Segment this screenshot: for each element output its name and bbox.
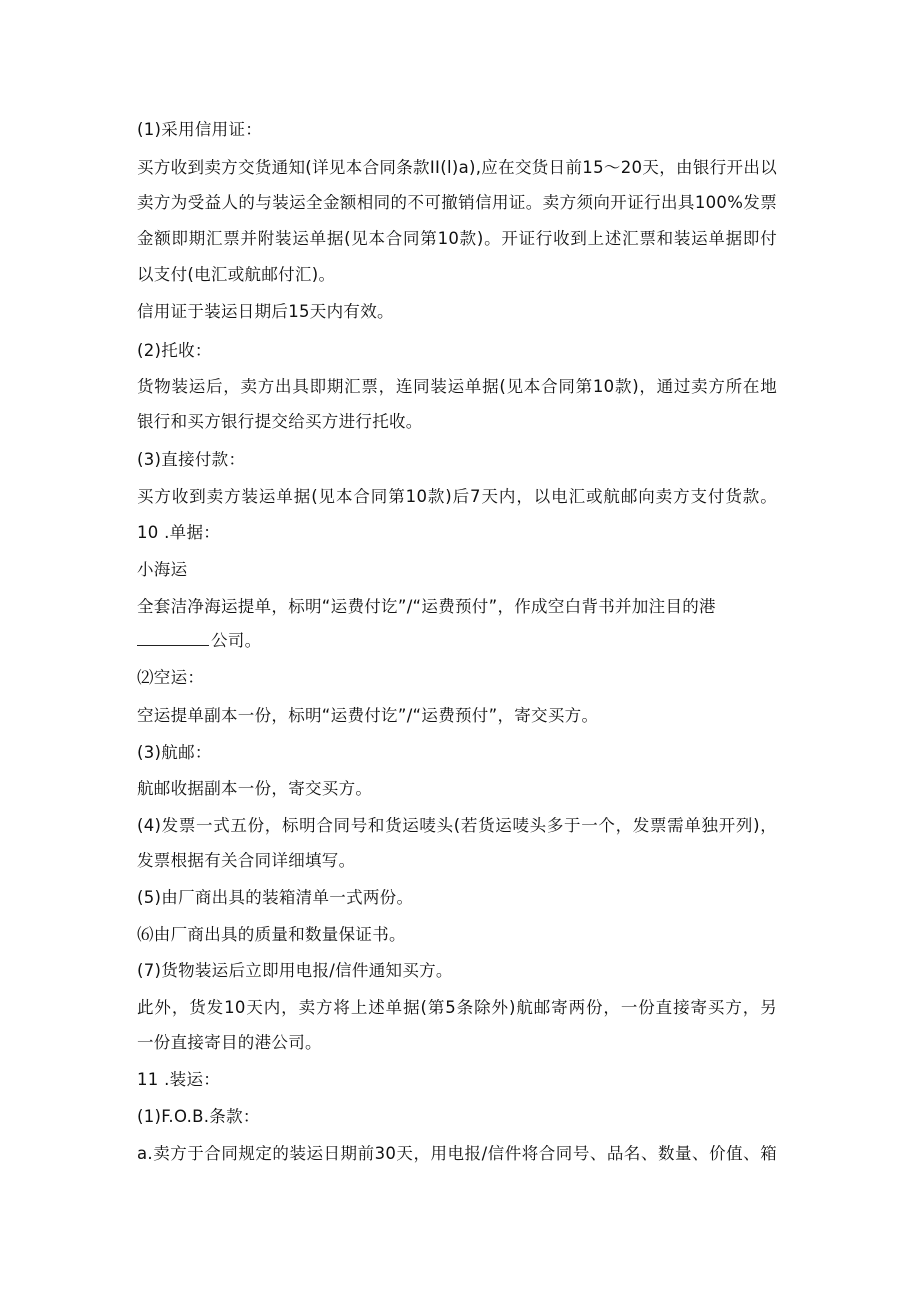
text-line: (1)F.O.B.条款： (137, 1107, 260, 1126)
text-line (137, 630, 261, 652)
text-line: 小海运 (137, 560, 188, 579)
section-heading: 10 .单据： (137, 523, 221, 542)
text-line: (2)托收： (137, 341, 212, 360)
text-line: (4)发票一式五份，标明合同号和货运唛头(若货运唛头多于一个，发票需单独开列)， (137, 816, 777, 835)
text-line: 发票根据有关合同详细填写。 (137, 851, 356, 870)
text-line: (1)采用信用证： (137, 120, 263, 139)
text-line: (5)由厂商出具的装箱清单一式两份。 (137, 888, 414, 907)
text-line: 货物装运后，卖方出具即期汇票，连同装运单据(见本合同第10款)，通过卖方所在地 (137, 377, 777, 396)
text-line: 一份直接寄目的港公司。 (137, 1033, 322, 1052)
text-line: ⑹由厂商出具的质量和数量保证书。 (137, 925, 406, 944)
text-line: 银行和买方银行提交给买方进行托收。 (137, 412, 423, 431)
text-line: 航邮收据副本一份，寄交买方。 (137, 779, 373, 798)
text-line: 信用证于装运日期后15天内有效。 (137, 302, 394, 321)
text-line: 以支付(电汇或航邮付汇)。 (137, 265, 336, 284)
text-line: 此外，货发10天内，卖方将上述单据(第5条除外)航邮寄两份，一份直接寄买方，另 (137, 998, 777, 1017)
text-line: a.卖方于合同规定的装运日期前30天，用电报/信件将合同号、品名、数量、价值、箱 (137, 1144, 777, 1163)
text-line: (3)航邮： (137, 743, 212, 762)
fill-in-blank (137, 631, 209, 646)
text-line: ⑵空运： (137, 668, 205, 687)
text-line: 买方收到卖方装运单据(见本合同第10款)后7天内，以电汇或航邮向卖方支付货款。 (137, 487, 777, 506)
section-heading: 11 .装运： (137, 1070, 221, 1089)
text-line: (7)货物装运后立即用电报/信件通知买方。 (137, 961, 453, 980)
text-line: 卖方为受益人的与装运全金额相同的不可撤销信用证。卖方须向开证行出具100%发票 (137, 193, 777, 212)
text-line: 全套洁净海运提单，标明“运费付讫”/“运费预付”，作成空白背书并加注目的港 (137, 597, 716, 616)
text-fragment: 公司。 (211, 631, 262, 650)
text-line: 买方收到卖方交货通知(详见本合同条款II(l)a),应在交货日前15〜20天，由银行开出以 (137, 158, 777, 177)
text-line: 空运提单副本一份，标明“运费付讫”/“运费预付”，寄交买方。 (137, 706, 599, 725)
text-line: (3)直接付款： (137, 450, 246, 469)
text-line: 金额即期汇票并附装运单据(见本合同第10款)。开证行收到上述汇票和装运单据即付 (137, 229, 777, 248)
